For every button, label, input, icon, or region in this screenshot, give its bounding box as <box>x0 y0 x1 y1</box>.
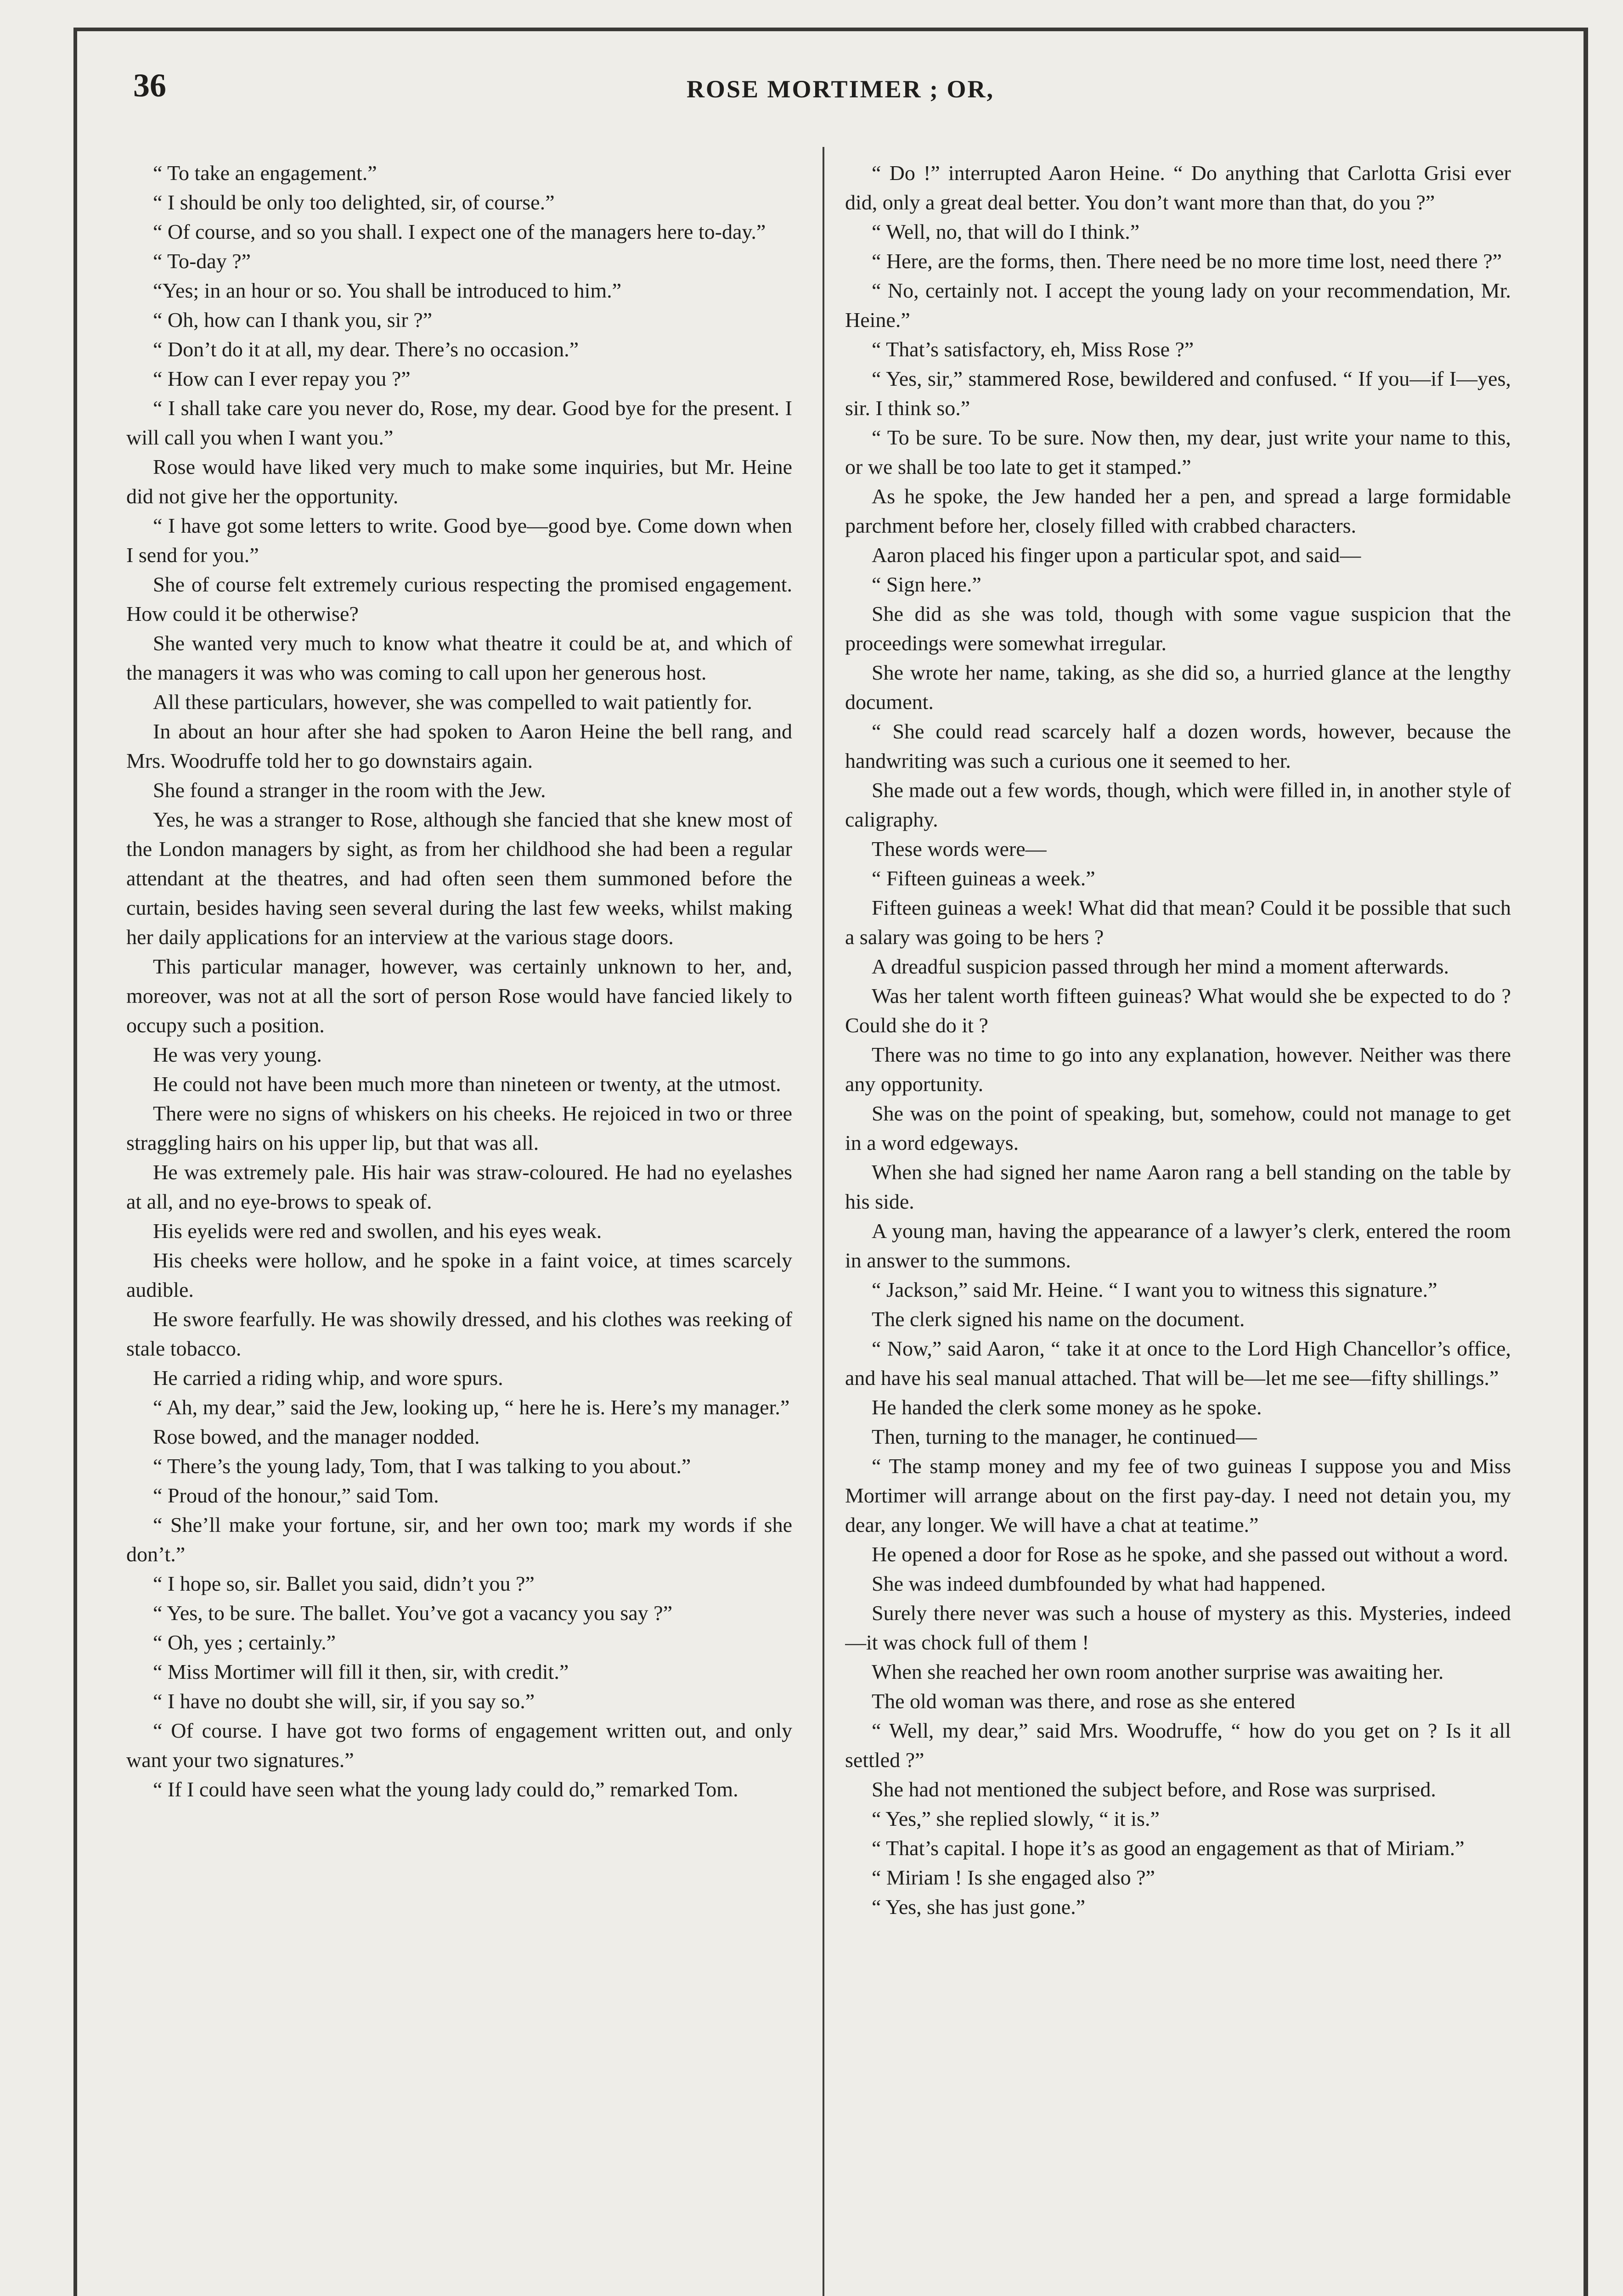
paragraph: He swore fearfully. He was showily dressed, and his clothes was reeking of stale tobacco. <box>126 1307 792 1360</box>
paragraph: “ Well, my dear,” said Mrs. Woodruffe, “ how do you get on ? Is it all settled ?” <box>845 1719 1511 1772</box>
paragraph: “ Miriam ! Is she engaged also ?” <box>872 1866 1155 1889</box>
paragraph: She found a stranger in the room with the Jew. <box>153 778 546 802</box>
paragraph: The clerk signed his name on the document. <box>872 1307 1245 1331</box>
paragraph: “ She’ll make your fortune, sir, and her own too; mark my words if she don’t.” <box>126 1513 792 1566</box>
paragraph: “ To-day ?” <box>153 249 251 273</box>
paragraph: This particular manager, however, was certainly unknown to her, and, moreover, was not at all the sort of person Rose would have fancied likely to occupy such a position. <box>126 955 792 1037</box>
paragraph: “ Yes,” she replied slowly, “ it is.” <box>872 1807 1160 1830</box>
paragraph: “ There’s the young lady, Tom, that I was talking to you about.” <box>153 1454 691 1478</box>
left-text-column <box>126 158 792 2296</box>
paragraph: “ I should be only too delighted, sir, of course.” <box>153 191 555 214</box>
paragraph: She was indeed dumbfounded by what had happened. <box>872 1572 1326 1595</box>
paragraph: These words were— <box>872 837 1047 861</box>
paragraph: “ Yes, to be sure. The ballet. You’ve got a vacancy you say ?” <box>153 1601 672 1625</box>
paragraph: As he spoke, the Jew handed her a pen, and spread a large formidable parchment before her, closely filled with crabbed characters. <box>845 484 1511 537</box>
paragraph: “ To be sure. To be sure. Now then, my dear, just write your name to this, or we shall be too late to get it stamped.” <box>845 426 1511 478</box>
page-header <box>133 67 1548 117</box>
column-divider <box>823 147 824 2296</box>
paragraph: “ Yes, sir,” stammered Rose, bewildered and confused. “ If you—if I—yes, sir. I think so.” <box>845 367 1511 420</box>
paragraph: “ Miss Mortimer will fill it then, sir, with credit.” <box>153 1660 569 1683</box>
paragraph: He handed the clerk some money as he spoke. <box>872 1396 1262 1419</box>
paragraph: “ Jackson,” said Mr. Heine. “ I want you to witness this signature.” <box>872 1278 1437 1301</box>
right-text-column <box>845 158 1511 2296</box>
paragraph: “ Proud of the honour,” said Tom. <box>153 1484 439 1507</box>
paragraph: Rose would have liked very much to make some inquiries, but Mr. Heine did not give her the opportunity. <box>126 455 792 508</box>
paragraph: “ Yes, she has just gone.” <box>872 1895 1086 1919</box>
paragraph: There was no time to go into any explanation, however. Neither was there any opportunity. <box>845 1043 1511 1096</box>
paragraph: “ Here, are the forms, then. There need be no more time lost, need there ?” <box>872 249 1502 273</box>
paragraph: “ I have no doubt she will, sir, if you say so.” <box>153 1689 535 1713</box>
paragraph: He was extremely pale. His hair was straw-coloured. He had no eyelashes at all, and no eye-brows to speak of. <box>126 1160 792 1213</box>
paragraph: When she reached her own room another surprise was awaiting her. <box>872 1660 1444 1683</box>
paragraph: He was very young. <box>153 1043 322 1066</box>
paragraph: His cheeks were hollow, and he spoke in a faint voice, at times scarcely audible. <box>126 1249 792 1301</box>
page-number: 36 <box>133 67 166 104</box>
paragraph: “ If I could have seen what the young lady could do,” remarked Tom. <box>153 1778 738 1801</box>
paragraph: “ Now,” said Aaron, “ take it at once to the Lord High Chancellor’s office, and have his seal manual attached. That will be—let me see—fifty shillings.” <box>845 1337 1511 1390</box>
paragraph: She of course felt extremely curious respecting the promised engagement. How could it be otherwise? <box>126 573 792 625</box>
paragraph: She wrote her name, taking, as she did so, a hurried glance at the lengthy document. <box>845 661 1511 714</box>
paragraph: “ That’s satisfactory, eh, Miss Rose ?” <box>872 338 1194 361</box>
paragraph: Rose bowed, and the manager nodded. <box>153 1425 480 1448</box>
paragraph: “ Sign here.” <box>872 573 981 596</box>
paragraph: “ Of course, and so you shall. I expect one of the managers here to-day.” <box>153 220 766 243</box>
paragraph: He opened a door for Rose as he spoke, and she passed out without a word. <box>872 1542 1509 1566</box>
paragraph: When she had signed her name Aaron rang a bell standing on the table by his side. <box>845 1160 1511 1213</box>
paragraph: In about an hour after she had spoken to Aaron Heine the bell rang, and Mrs. Woodruffe told her to go downstairs again. <box>126 720 792 772</box>
paragraph: Yes, he was a stranger to Rose, although she fancied that she knew most of the London managers by sight, as from her childhood she had been a regular attendant at the theatres, and had often seen them summoned before the curtain, besides having seen several during the last few weeks, whilst making her daily applications for an interview at the various stage doors. <box>126 808 792 949</box>
paragraph: He could not have been much more than nineteen or twenty, at the utmost. <box>153 1072 781 1096</box>
paragraph: “ I have got some letters to write. Good bye—good bye. Come down when I send for you.” <box>126 514 792 567</box>
paragraph: His eyelids were red and swollen, and his eyes weak. <box>153 1219 602 1243</box>
paragraph: Fifteen guineas a week! What did that mean? Could it be possible that such a salary was going to be hers ? <box>845 896 1511 949</box>
paragraph: “ The stamp money and my fee of two guineas I suppose you and Miss Mortimer will arrange about on the first pay-day. I need not detain you, my dear, any longer. We will have a chat at teatime.” <box>845 1454 1511 1536</box>
paragraph: “ Do !” interrupted Aaron Heine. “ Do anything that Carlotta Grisi ever did, only a great deal better. You don’t want more than that, do you ?” <box>845 161 1511 214</box>
paragraph: There were no signs of whiskers on his cheeks. He rejoiced in two or three straggling hairs on his upper lip, but that was all. <box>126 1102 792 1154</box>
paragraph: Was her talent worth fifteen guineas? What would she be expected to do ? Could she do it ? <box>845 984 1511 1037</box>
paragraph: A young man, having the appearance of a lawyer’s clerk, entered the room in answer to the summons. <box>845 1219 1511 1272</box>
paragraph: “ Ah, my dear,” said the Jew, looking up, “ here he is. Here’s my manager.” <box>153 1396 790 1419</box>
paragraph: “ Of course. I have got two forms of engagement written out, and only want your two signatures.” <box>126 1719 792 1772</box>
paragraph: She had not mentioned the subject before, and Rose was surprised. <box>872 1778 1436 1801</box>
paragraph: All these particulars, however, she was compelled to wait patiently for. <box>153 690 752 714</box>
paragraph: Aaron placed his finger upon a particular spot, and said— <box>872 543 1361 567</box>
paragraph: Surely there never was such a house of mystery as this. Mysteries, indeed—it was chock full of them ! <box>845 1601 1511 1654</box>
paragraph: Then, turning to the manager, he continued— <box>872 1425 1257 1448</box>
paragraph: “ Oh, yes ; certainly.” <box>153 1631 336 1654</box>
paragraph: He carried a riding whip, and wore spurs. <box>153 1366 503 1390</box>
paragraph: She wanted very much to know what theatre it could be at, and which of the managers it was who was coming to call upon her generous host. <box>126 631 792 684</box>
paragraph: “ She could read scarcely half a dozen words, however, because the handwriting was such a curious one it seemed to her. <box>845 720 1511 772</box>
paragraph: “ How can I ever repay you ?” <box>153 367 411 390</box>
paragraph: The old woman was there, and rose as she entered <box>872 1689 1296 1713</box>
paragraph: “ I hope so, sir. Ballet you said, didn’t you ?” <box>153 1572 535 1595</box>
paragraph: “ Don’t do it at all, my dear. There’s no occasion.” <box>153 338 579 361</box>
paragraph: “ Well, no, that will do I think.” <box>872 220 1140 243</box>
paragraph: She made out a few words, though, which were filled in, in another style of caligraphy. <box>845 778 1511 831</box>
paragraph: “ Fifteen guineas a week.” <box>872 867 1095 890</box>
paragraph: “ I shall take care you never do, Rose, my dear. Good bye for the present. I will call you when I want you.” <box>126 396 792 449</box>
paragraph: She was on the point of speaking, but, somehow, could not manage to get in a word edgeways. <box>845 1102 1511 1154</box>
paragraph: She did as she was told, though with some vague suspicion that the proceedings were somewhat irregular. <box>845 602 1511 655</box>
paragraph: A dreadful suspicion passed through her mind a moment afterwards. <box>872 955 1449 978</box>
paragraph: “Yes; in an hour or so. You shall be introduced to him.” <box>153 279 622 302</box>
paragraph: “ No, certainly not. I accept the young lady on your recommendation, Mr. Heine.” <box>845 279 1511 332</box>
paragraph: “ To take an engagement.” <box>153 161 377 185</box>
paragraph: “ Oh, how can I thank you, sir ?” <box>153 308 433 332</box>
running-title: ROSE MORTIMER ; OR, <box>686 75 995 103</box>
paragraph: “ That’s capital. I hope it’s as good an engagement as that of Miriam.” <box>872 1836 1465 1860</box>
